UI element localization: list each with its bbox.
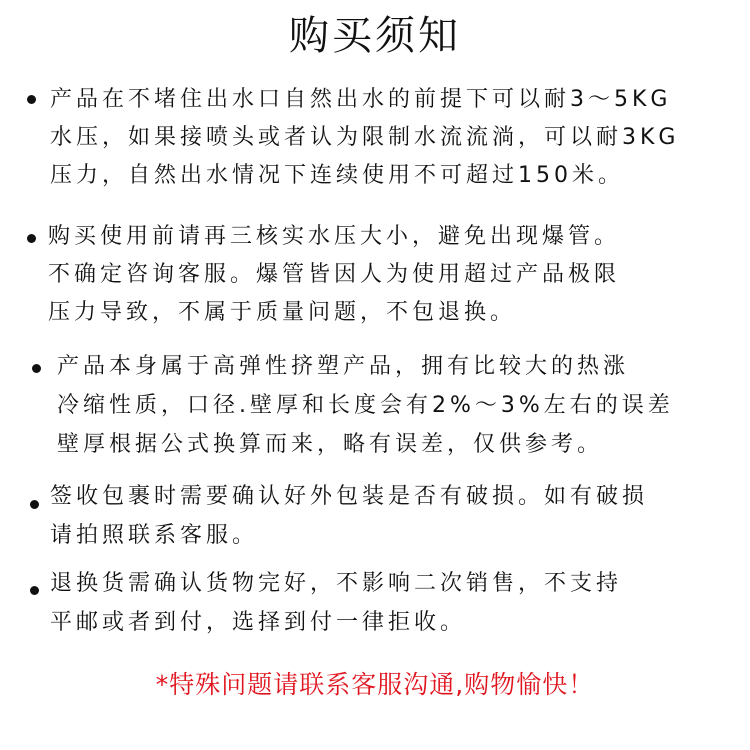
- notice-line: 购买使用前请再三核实水压大小，避免出现爆管。: [48, 224, 621, 249]
- bullet-icon: [27, 95, 36, 104]
- notice-line: 平邮或者到付，选择到付一律拒收。: [50, 610, 467, 635]
- notice-line: 水压，如果接喷头或者认为限制水流流淌，可以耐3KG: [50, 125, 680, 150]
- notice-line: 产品本身属于高弹性挤塑产品，拥有比较大的热涨: [57, 354, 630, 379]
- notice-line: 签收包裹时需要确认好外包装是否有破损。如有破损: [50, 484, 649, 509]
- notice-line: 不确定咨询客服。爆管皆因人为使用超过产品极限: [48, 262, 621, 287]
- notice-line: 压力导致，不属于质量问题，不包退换。: [48, 300, 517, 325]
- bullet-icon: [32, 364, 41, 373]
- bullet-icon: [30, 586, 39, 595]
- notice-line: 压力，自然出水情况下连续使用不可超过150米。: [50, 163, 624, 188]
- page-title: 购买须知: [289, 13, 461, 59]
- notice-line: 壁厚根据公式换算而来，略有误差，仅供参考。: [57, 432, 604, 457]
- notice-line: 请拍照联系客服。: [50, 523, 259, 548]
- bullet-icon: [30, 500, 39, 509]
- notice-line: 产品在不堵住出水口自然出水的前提下可以耐3～5KG: [50, 87, 672, 112]
- notice-line: 退换货需确认货物完好，不影响二次销售，不支持: [50, 571, 623, 596]
- notice-line: 冷缩性质，口径.壁厚和长度会有2%～3%左右的误差: [57, 393, 674, 418]
- contact-note: *特殊问题请联系客服沟通,购物愉快！: [155, 670, 595, 699]
- bullet-icon: [27, 234, 36, 243]
